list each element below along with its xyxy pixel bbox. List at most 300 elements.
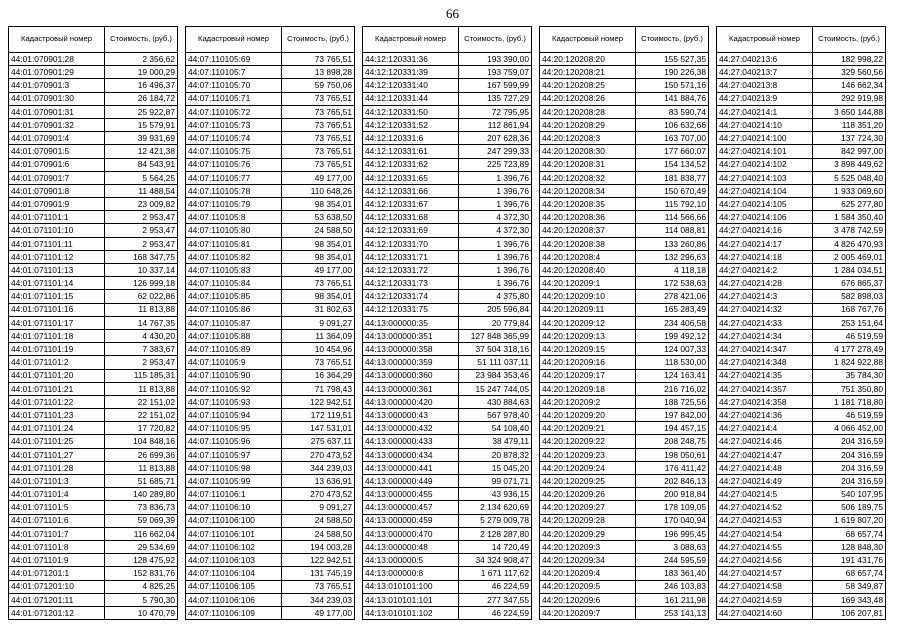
cadastral-number-cell: 44:27:040214:46 [717, 435, 813, 448]
cost-cell: 1 396,76 [459, 277, 532, 290]
cadastral-number-cell: 44:07:110105:84 [186, 277, 282, 290]
cost-cell: 205 596,84 [459, 303, 532, 316]
cadastral-number-cell: 44:07:110105:99 [186, 475, 282, 488]
cadastral-number-cell: 44:01:070901:31 [9, 105, 105, 118]
cadastral-tables [8, 26, 886, 620]
cost-cell: 118 530,00 [636, 356, 709, 369]
cost-cell: 83 590,74 [636, 105, 709, 118]
cost-cell: 68 657,74 [813, 527, 886, 540]
cost-cell: 73 836,73 [105, 501, 178, 514]
table-row [717, 606, 886, 619]
cost-cell: 197 842,00 [636, 409, 709, 422]
cadastral-number-cell: 44:27:040214:56 [717, 554, 813, 567]
cost-cell: 3 898 449,62 [813, 158, 886, 171]
cadastral-number-cell: 44:20:120208:32 [540, 171, 636, 184]
cadastral-number-cell: 44:01:071101:24 [9, 422, 105, 435]
table-row [717, 514, 886, 527]
cadastral-number-cell: 44:01:070901:4 [9, 132, 105, 145]
cadastral-number-cell: 44:27:040214:47 [717, 448, 813, 461]
cost-cell: 35 784,30 [813, 369, 886, 382]
table-row [540, 567, 709, 580]
table-row [363, 105, 532, 118]
table-row [363, 356, 532, 369]
cost-cell: 3 650 144,88 [813, 105, 886, 118]
cadastral-number-cell: 44:13:000000:43 [363, 409, 459, 422]
table-row [540, 132, 709, 145]
cadastral-number-cell: 44:07:110106:101 [186, 527, 282, 540]
cadastral-number-cell: 44:12:120331:69 [363, 224, 459, 237]
table-row [363, 329, 532, 342]
table-row [363, 540, 532, 553]
cost-cell: 49 177,00 [282, 264, 355, 277]
cadastral-number-cell: 44:27:040214:58 [717, 580, 813, 593]
cadastral-number-cell: 44:07:110105:80 [186, 224, 282, 237]
cadastral-number-cell: 44:01:071101:16 [9, 303, 105, 316]
cadastral-number-cell: 44:07:110105:86 [186, 303, 282, 316]
cadastral-table-5 [716, 26, 886, 620]
cadastral-number-cell: 44:20:120208:20 [540, 53, 636, 66]
cadastral-number-cell: 44:07:110105:95 [186, 422, 282, 435]
cost-cell: 170 040,94 [636, 514, 709, 527]
cost-cell: 73 765,51 [282, 118, 355, 131]
table-row [540, 277, 709, 290]
table-row [363, 514, 532, 527]
cost-cell: 73 765,51 [282, 356, 355, 369]
table-row [717, 409, 886, 422]
table-row [363, 250, 532, 263]
cost-cell: 2 953,47 [105, 237, 178, 250]
cost-cell: 3 088,63 [636, 540, 709, 553]
cost-cell: 842 997,00 [813, 145, 886, 158]
cost-cell: 38 479,11 [459, 435, 532, 448]
cadastral-number-cell: 44:01:070901:9 [9, 198, 105, 211]
cost-cell: 46 519,59 [813, 409, 886, 422]
table-row [717, 237, 886, 250]
table-row [717, 79, 886, 92]
cost-cell: 51 111 037,11 [459, 356, 532, 369]
table-header-row [9, 27, 178, 53]
cadastral-number-cell: 44:12:120331:61 [363, 145, 459, 158]
cost-cell: 344 239,03 [282, 461, 355, 474]
table-row [186, 606, 355, 619]
table-row [717, 461, 886, 474]
table-row [540, 409, 709, 422]
table-row [363, 118, 532, 131]
cost-cell: 1 619 807,20 [813, 514, 886, 527]
cost-cell: 72 795,95 [459, 105, 532, 118]
cadastral-number-cell: 44:20:120209:2 [540, 395, 636, 408]
cadastral-number-cell: 44:27:040214:104 [717, 184, 813, 197]
cost-cell: 1 933 069,60 [813, 184, 886, 197]
cadastral-table-3 [362, 26, 532, 620]
cost-cell: 193 390,00 [459, 53, 532, 66]
table-row [717, 224, 886, 237]
cadastral-number-cell: 44:07:110105:81 [186, 237, 282, 250]
table-row [363, 554, 532, 567]
cost-cell: 253 141,13 [636, 606, 709, 619]
cadastral-number-cell: 44:27:040214:358 [717, 395, 813, 408]
cadastral-number-cell: 44:01:071101:13 [9, 264, 105, 277]
table-row [540, 329, 709, 342]
table-row [540, 105, 709, 118]
cost-cell: 234 406,58 [636, 316, 709, 329]
cadastral-number-cell: 44:01:071101:11 [9, 237, 105, 250]
table-row [186, 198, 355, 211]
cadastral-number-cell: 44:20:120208:3 [540, 132, 636, 145]
table-row [9, 224, 178, 237]
cadastral-number-cell: 44:01:071101:23 [9, 409, 105, 422]
cost-cell: 11 813,88 [105, 303, 178, 316]
table-row [717, 580, 886, 593]
table-row [363, 132, 532, 145]
cost-cell: 2 128 287,80 [459, 527, 532, 540]
table-row [186, 158, 355, 171]
table-row [363, 224, 532, 237]
table-row [717, 382, 886, 395]
table-row [717, 527, 886, 540]
cadastral-number-cell: 44:27:040214:49 [717, 475, 813, 488]
page-number: 66 [446, 6, 459, 21]
table-row [363, 422, 532, 435]
cost-cell: 506 189,75 [813, 501, 886, 514]
cadastral-number-cell: 44:07:110106:104 [186, 567, 282, 580]
cadastral-number-cell: 44:20:120209:18 [540, 382, 636, 395]
cadastral-number-cell: 44:01:070901:30 [9, 92, 105, 105]
cadastral-number-cell: 44:27:040214:48 [717, 461, 813, 474]
table-row [540, 448, 709, 461]
table-row [717, 184, 886, 197]
cadastral-number-cell: 44:27:040214:100 [717, 132, 813, 145]
table-row [363, 475, 532, 488]
cost-cell: 270 473,52 [282, 488, 355, 501]
table-row [717, 66, 886, 79]
cost-cell: 2 953,47 [105, 356, 178, 369]
cost-cell: 31 802,63 [282, 303, 355, 316]
cost-cell: 132 296,63 [636, 250, 709, 263]
cost-cell: 2 134 620,69 [459, 501, 532, 514]
cost-cell: 2 356,62 [105, 53, 178, 66]
table-row [540, 66, 709, 79]
table-row [717, 475, 886, 488]
cost-cell: 15 045,20 [459, 461, 532, 474]
table-row [363, 303, 532, 316]
table-row [9, 514, 178, 527]
table-row [540, 514, 709, 527]
cost-cell: 49 177,00 [282, 606, 355, 619]
cadastral-number-cell: 44:20:120209:3 [540, 540, 636, 553]
cost-cell: 24 588,50 [282, 224, 355, 237]
cost-cell: 178 109,05 [636, 501, 709, 514]
cadastral-number-cell: 44:27:040214:35 [717, 369, 813, 382]
cost-cell: 98 354,01 [282, 237, 355, 250]
cost-cell: 122 942,51 [282, 395, 355, 408]
table-row [363, 316, 532, 329]
cost-cell: 135 727,29 [459, 92, 532, 105]
cost-cell: 11 813,88 [105, 461, 178, 474]
cost-cell: 15 247 744,05 [459, 382, 532, 395]
table-row [540, 554, 709, 567]
table-row [363, 158, 532, 171]
table-row [540, 198, 709, 211]
cost-cell: 676 865,37 [813, 277, 886, 290]
table-row [186, 79, 355, 92]
cost-cell: 1 284 034,51 [813, 264, 886, 277]
table-row [9, 606, 178, 619]
table-row [9, 277, 178, 290]
cadastral-number-cell: 44:27:040214:5 [717, 488, 813, 501]
cadastral-number-cell: 44:20:120209:28 [540, 514, 636, 527]
cost-cell: 344 239,03 [282, 593, 355, 606]
cost-cell: 53 638,50 [282, 211, 355, 224]
cadastral-number-cell: 44:01:071101:14 [9, 277, 105, 290]
cadastral-number-cell: 44:20:120208:36 [540, 211, 636, 224]
cost-cell: 430 884,63 [459, 395, 532, 408]
cadastral-number-cell: 44:27:040214:52 [717, 501, 813, 514]
table-row [363, 290, 532, 303]
cadastral-number-cell: 44:07:110105:92 [186, 382, 282, 395]
table-row [186, 118, 355, 131]
cadastral-number-cell: 44:07:110106:109 [186, 606, 282, 619]
table-row [186, 343, 355, 356]
cost-cell: 5 564,25 [105, 171, 178, 184]
table-row [9, 422, 178, 435]
table-row [186, 527, 355, 540]
table-row [9, 395, 178, 408]
cost-cell: 168 767,76 [813, 303, 886, 316]
cadastral-number-cell: 44:20:120209:7 [540, 606, 636, 619]
cadastral-number-cell: 44:01:071101:28 [9, 461, 105, 474]
cadastral-number-cell: 44:20:120209:4 [540, 567, 636, 580]
cost-cell: 167 599,99 [459, 79, 532, 92]
cadastral-number-cell: 44:20:120209:5 [540, 580, 636, 593]
cost-cell: 84 543,91 [105, 158, 178, 171]
cadastral-number-cell: 44:01:071101:17 [9, 316, 105, 329]
cadastral-number-cell: 44:27:040214:357 [717, 382, 813, 395]
table-row [717, 316, 886, 329]
cost-cell: 98 354,01 [282, 198, 355, 211]
cadastral-number-cell: 44:01:071101:8 [9, 540, 105, 553]
column-header-cadastral-number: Кадастровый номер [9, 27, 105, 53]
cadastral-number-cell: 44:13:010101:101 [363, 593, 459, 606]
cadastral-number-cell: 44:20:120209:22 [540, 435, 636, 448]
cost-cell: 202 846,13 [636, 475, 709, 488]
cost-cell: 196 995,45 [636, 527, 709, 540]
cadastral-number-cell: 44:13:000000:432 [363, 422, 459, 435]
cadastral-number-cell: 44:01:071201:12 [9, 606, 105, 619]
table-row [540, 303, 709, 316]
cost-cell: 2 953,47 [105, 211, 178, 224]
column-header-cost: Стоимость, (руб.) [813, 27, 886, 53]
table-row [363, 488, 532, 501]
cadastral-number-cell: 44:20:120209:11 [540, 303, 636, 316]
cost-cell: 204 316,59 [813, 435, 886, 448]
cost-cell: 4 177 278,49 [813, 343, 886, 356]
cost-cell: 37 504 318,16 [459, 343, 532, 356]
cadastral-number-cell: 44:20:120208:26 [540, 92, 636, 105]
table-row [717, 92, 886, 105]
table-row [9, 105, 178, 118]
cadastral-number-cell: 44:01:071101:6 [9, 514, 105, 527]
cadastral-number-cell: 44:13:010101:100 [363, 580, 459, 593]
table-row [363, 53, 532, 66]
table-row [540, 501, 709, 514]
cadastral-number-cell: 44:07:110105:87 [186, 316, 282, 329]
cost-cell: 165 283,49 [636, 303, 709, 316]
cadastral-number-cell: 44:27:040214:106 [717, 211, 813, 224]
cost-cell: 124 007,33 [636, 343, 709, 356]
cadastral-number-cell: 44:20:120209:34 [540, 554, 636, 567]
cadastral-number-cell: 44:20:120209:23 [540, 448, 636, 461]
table-row [717, 290, 886, 303]
column-header-cadastral-number: Кадастровый номер [363, 27, 459, 53]
cadastral-number-cell: 44:13:000000:434 [363, 448, 459, 461]
cost-cell: 128 848,30 [813, 540, 886, 553]
cost-cell: 73 765,51 [282, 277, 355, 290]
cadastral-number-cell: 44:07:110106:105 [186, 580, 282, 593]
cadastral-number-cell: 44:07:110105:97 [186, 448, 282, 461]
table-row [717, 303, 886, 316]
table-row [186, 395, 355, 408]
cadastral-number-cell: 44:27:040214:2 [717, 264, 813, 277]
cadastral-number-cell: 44:13:000000:455 [363, 488, 459, 501]
cost-cell: 22 151,02 [105, 409, 178, 422]
cost-cell: 133 260,86 [636, 237, 709, 250]
cadastral-number-cell: 44:07:110105:85 [186, 290, 282, 303]
table-row [717, 198, 886, 211]
cadastral-number-cell: 44:13:000000:470 [363, 527, 459, 540]
cadastral-number-cell: 44:01:070901:32 [9, 118, 105, 131]
cost-cell: 172 119,51 [282, 409, 355, 422]
cost-cell: 9 091,27 [282, 501, 355, 514]
table-row [540, 343, 709, 356]
table-row [9, 475, 178, 488]
cadastral-number-cell: 44:20:120209:21 [540, 422, 636, 435]
cadastral-number-cell: 44:01:071101:9 [9, 554, 105, 567]
table-row [186, 501, 355, 514]
cadastral-number-cell: 44:13:000000:351 [363, 329, 459, 342]
cadastral-number-cell: 44:01:070901:28 [9, 53, 105, 66]
table-row [540, 290, 709, 303]
cost-cell: 73 765,51 [282, 92, 355, 105]
table-row [9, 92, 178, 105]
cadastral-number-cell: 44:20:120209:20 [540, 409, 636, 422]
table-row [363, 409, 532, 422]
cost-cell: 176 411,42 [636, 461, 709, 474]
cost-cell: 4 430,20 [105, 329, 178, 342]
cost-cell: 4 375,80 [459, 290, 532, 303]
table-row [9, 79, 178, 92]
table-row [186, 171, 355, 184]
table-row [540, 435, 709, 448]
cadastral-number-cell: 44:07:110105:78 [186, 184, 282, 197]
table-row [9, 382, 178, 395]
cadastral-number-cell: 44:07:110106:100 [186, 514, 282, 527]
cost-cell: 9 091,27 [282, 316, 355, 329]
column-header-cost: Стоимость, (руб.) [105, 27, 178, 53]
cadastral-number-cell: 44:27:040214:105 [717, 198, 813, 211]
cadastral-number-cell: 44:07:110105:77 [186, 171, 282, 184]
cadastral-number-cell: 44:27:040214:3 [717, 290, 813, 303]
cadastral-number-cell: 44:20:120208:34 [540, 184, 636, 197]
cadastral-number-cell: 44:07:110105:73 [186, 118, 282, 131]
table-row [9, 303, 178, 316]
cost-cell: 10 337,14 [105, 264, 178, 277]
cadastral-number-cell: 44:13:000000:441 [363, 461, 459, 474]
cost-cell: 172 538,63 [636, 277, 709, 290]
table-row [9, 593, 178, 606]
cadastral-number-cell: 44:27:040214:59 [717, 593, 813, 606]
cost-cell: 2 953,47 [105, 224, 178, 237]
cost-cell: 104 848,16 [105, 435, 178, 448]
cadastral-number-cell: 44:07:110105:93 [186, 395, 282, 408]
table-row [186, 567, 355, 580]
table-row [363, 369, 532, 382]
cadastral-number-cell: 44:07:110105:70 [186, 79, 282, 92]
cadastral-number-cell: 44:27:040213:6 [717, 53, 813, 66]
table-row [186, 461, 355, 474]
cadastral-number-cell: 44:07:110106:10 [186, 501, 282, 514]
cadastral-number-cell: 44:20:120209:6 [540, 593, 636, 606]
table-row [540, 158, 709, 171]
cost-cell: 68 657,74 [813, 567, 886, 580]
cadastral-number-cell: 44:01:071101:10 [9, 224, 105, 237]
cost-cell: 140 289,80 [105, 488, 178, 501]
cadastral-number-cell: 44:01:071101:18 [9, 329, 105, 342]
cadastral-number-cell: 44:13:000000:459 [363, 514, 459, 527]
cadastral-number-cell: 44:01:071101:15 [9, 290, 105, 303]
cadastral-number-cell: 44:20:120208:38 [540, 237, 636, 250]
cadastral-number-cell: 44:20:120208:25 [540, 79, 636, 92]
cost-cell: 115 792,10 [636, 198, 709, 211]
cadastral-number-cell: 44:12:120331:70 [363, 237, 459, 250]
cadastral-number-cell: 44:01:071101:12 [9, 250, 105, 263]
cost-cell: 19 000,29 [105, 66, 178, 79]
cost-cell: 751 350,80 [813, 382, 886, 395]
column-header-cost: Стоимость, (руб.) [636, 27, 709, 53]
column-header-cost: Стоимость, (руб.) [282, 27, 355, 53]
cadastral-number-cell: 44:01:071101:3 [9, 475, 105, 488]
cadastral-number-cell: 44:07:110105:75 [186, 145, 282, 158]
table-row [9, 540, 178, 553]
table-row [9, 527, 178, 540]
cadastral-number-cell: 44:20:120209:26 [540, 488, 636, 501]
cadastral-number-cell: 44:01:071101:25 [9, 435, 105, 448]
table-row [186, 264, 355, 277]
cadastral-number-cell: 44:01:070901:29 [9, 66, 105, 79]
table-row [717, 448, 886, 461]
cadastral-number-cell: 44:20:120209:15 [540, 343, 636, 356]
cost-cell: 225 723,89 [459, 158, 532, 171]
table-row [9, 580, 178, 593]
cadastral-number-cell: 44:27:040214:28 [717, 277, 813, 290]
table-row [717, 356, 886, 369]
cost-cell: 46 519,59 [813, 329, 886, 342]
cost-cell: 15 579,91 [105, 118, 178, 131]
table-row [717, 435, 886, 448]
table-row [717, 250, 886, 263]
table-row [186, 250, 355, 263]
cost-cell: 98 354,01 [282, 250, 355, 263]
cadastral-number-cell: 44:07:110105:7 [186, 66, 282, 79]
cadastral-number-cell: 44:27:040214:53 [717, 514, 813, 527]
cost-cell: 191 431,76 [813, 554, 886, 567]
table-row [363, 343, 532, 356]
cadastral-table-1 [8, 26, 178, 620]
cost-cell: 137 724,30 [813, 132, 886, 145]
cadastral-number-cell: 44:13:000000:8 [363, 567, 459, 580]
cost-cell: 4 372,30 [459, 224, 532, 237]
cadastral-number-cell: 44:07:110105:79 [186, 198, 282, 211]
